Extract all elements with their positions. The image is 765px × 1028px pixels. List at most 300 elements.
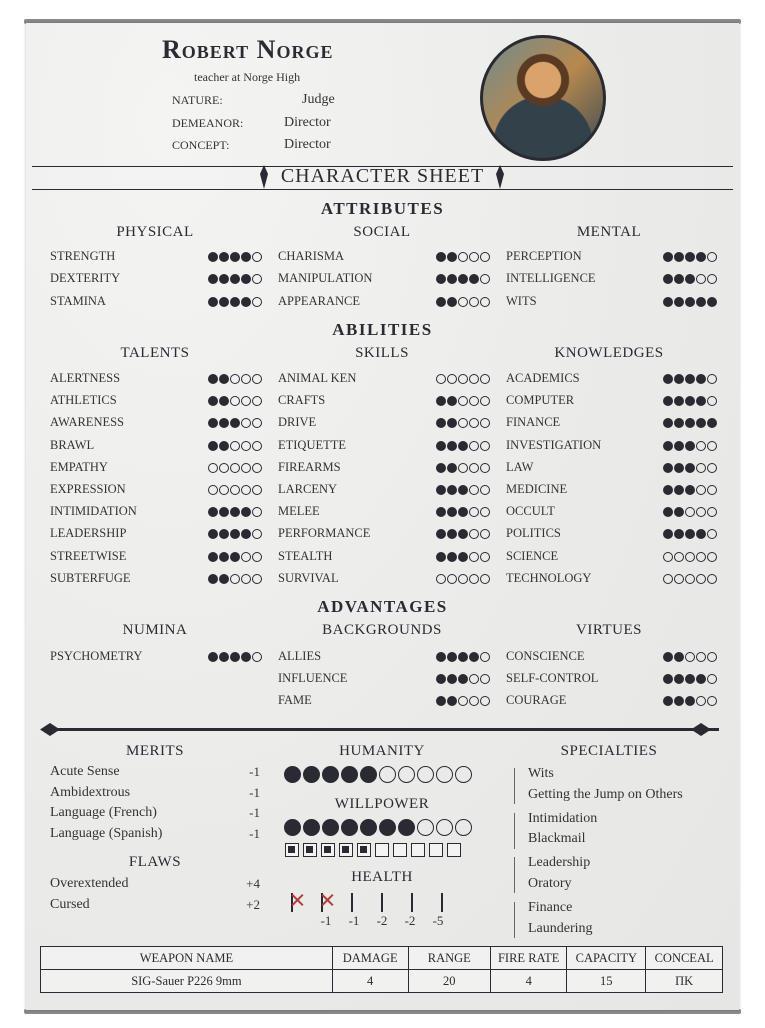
rating-dot — [663, 574, 673, 584]
flaws-title: FLAWS — [128, 854, 182, 870]
stat-label: PERFORMANCE — [278, 526, 371, 541]
rating-dot — [252, 252, 262, 262]
rating-dot — [230, 274, 240, 284]
rating-dot — [480, 696, 490, 706]
rating-dot — [447, 374, 457, 384]
rating-dot — [436, 463, 446, 473]
banner-bottom-line — [32, 189, 733, 190]
rating-dot — [685, 374, 695, 384]
humanity-dot — [436, 766, 453, 783]
stat-label: MEDICINE — [506, 482, 568, 496]
rating-dot — [458, 652, 468, 662]
specialty-item: Intimidation — [528, 810, 598, 826]
dot-rating[interactable] — [208, 252, 262, 262]
merits-item-label: Language (Spanish) — [50, 825, 163, 841]
rating-dot — [230, 252, 240, 262]
merits-item-label: Language (French) — [50, 805, 157, 820]
willpower-dot — [436, 819, 453, 836]
dot-rating[interactable] — [663, 485, 717, 495]
willpower-box[interactable] — [303, 843, 317, 857]
rating-dot — [663, 696, 673, 706]
rating-dot — [707, 374, 717, 384]
rating-dot — [696, 485, 706, 495]
abilities-title: ABILITIES — [332, 320, 433, 339]
humanity-dot — [417, 766, 434, 783]
rating-dot — [208, 529, 218, 539]
rating-dot — [230, 441, 240, 451]
rating-dot — [219, 374, 229, 384]
rating-dot — [241, 274, 251, 284]
merits-title: MERITS — [125, 743, 184, 759]
rating-dot — [469, 441, 479, 451]
advantages-column-title: VIRTUES — [576, 622, 642, 638]
rating-dot — [230, 463, 240, 473]
weapon-name-header: WEAPON NAME — [41, 947, 333, 970]
flaws-item-label: Cursed — [50, 896, 90, 912]
rating-dot — [469, 652, 479, 662]
willpower-box[interactable] — [321, 843, 335, 857]
rating-dot — [674, 374, 684, 384]
dot-rating[interactable] — [663, 396, 717, 406]
dot-rating[interactable] — [208, 441, 262, 451]
advantages-title: ADVANTAGES — [317, 597, 448, 616]
stat-label: ETIQUETTE — [278, 437, 347, 452]
rating-dot — [208, 441, 218, 451]
dot-rating[interactable] — [436, 652, 490, 662]
humanity-dot — [455, 766, 472, 783]
dot-rating[interactable] — [663, 652, 717, 662]
rating-dot — [674, 696, 684, 706]
rating-dot — [674, 252, 684, 262]
rating-dot — [252, 652, 262, 662]
range-header: RANGE — [408, 947, 490, 970]
rating-dot — [685, 485, 695, 495]
dot-rating[interactable] — [663, 696, 717, 706]
rating-dot — [707, 252, 717, 262]
stat-label: LAW — [506, 459, 534, 474]
dot-rating[interactable] — [663, 674, 717, 684]
dot-rating[interactable] — [208, 574, 262, 584]
rating-dot — [480, 463, 490, 473]
rating-dot — [458, 252, 468, 262]
damage-cell: 4 — [332, 970, 408, 993]
rating-dot — [663, 441, 673, 451]
rating-dot — [252, 374, 262, 384]
rating-dot — [447, 297, 457, 307]
rating-dot — [219, 529, 229, 539]
rating-dot — [436, 396, 446, 406]
rating-dot — [252, 529, 262, 539]
rating-dot — [685, 463, 695, 473]
rating-dot — [219, 463, 229, 473]
rating-dot — [480, 441, 490, 451]
rating-dot — [696, 463, 706, 473]
rating-dot — [436, 252, 446, 262]
rating-dot — [458, 674, 468, 684]
divider-end-left-icon — [40, 723, 60, 736]
rating-dot — [480, 297, 490, 307]
attributes-column-title: PHYSICAL — [116, 224, 194, 240]
rating-dot — [707, 396, 717, 406]
willpower-box[interactable] — [393, 843, 407, 857]
humanity-title: HUMANITY — [339, 743, 425, 759]
rating-dot — [219, 396, 229, 406]
dot-rating[interactable] — [436, 396, 490, 406]
rating-dot — [480, 507, 490, 517]
rating-dot — [208, 463, 218, 473]
rating-dot — [447, 485, 457, 495]
dot-rating[interactable] — [208, 274, 262, 284]
dot-rating[interactable] — [208, 652, 262, 662]
rating-dot — [707, 297, 717, 307]
dot-rating[interactable] — [436, 674, 490, 684]
stat-label: TECHNOLOGY — [506, 570, 592, 585]
stat-label: INTELLIGENCE — [506, 271, 596, 286]
rating-dot — [252, 297, 262, 307]
rating-dot — [208, 297, 218, 307]
stat-label: ALERTNESS — [50, 371, 121, 385]
rating-dot — [696, 297, 706, 307]
dot-rating[interactable] — [208, 463, 262, 473]
rating-dot — [458, 274, 468, 284]
dot-rating[interactable] — [436, 529, 490, 539]
merits-item-value: -1 — [249, 764, 260, 779]
dot-rating[interactable] — [208, 418, 262, 428]
rating-dot — [436, 574, 446, 584]
dot-rating[interactable] — [208, 507, 262, 517]
stat-label: ALLIES — [278, 649, 322, 663]
rating-dot — [208, 574, 218, 584]
willpower-box[interactable] — [447, 843, 461, 857]
rating-dot — [707, 274, 717, 284]
stat-label: FIREARMS — [278, 459, 341, 474]
health-penalty: -2 — [404, 913, 416, 928]
abilities-column-title: TALENTS — [120, 345, 190, 361]
rating-dot — [707, 529, 717, 539]
rating-dot — [480, 274, 490, 284]
rating-dot — [696, 552, 706, 562]
stat-label: COMPUTER — [506, 393, 575, 408]
willpower-box[interactable] — [339, 843, 353, 857]
dot-rating[interactable] — [208, 485, 262, 495]
stat-label: DEXTERITY — [50, 271, 121, 286]
rating-dot — [241, 463, 251, 473]
rating-dot — [469, 529, 479, 539]
rating-dot — [458, 441, 468, 451]
rating-dot — [252, 418, 262, 428]
rating-dot — [696, 252, 706, 262]
humanity-dot — [284, 766, 301, 783]
stat-label: AWARENESS — [50, 415, 125, 430]
rating-dot — [674, 652, 684, 662]
rating-dot — [208, 396, 218, 406]
rating-dot — [685, 507, 695, 517]
specialty-item: Blackmail — [528, 831, 586, 847]
rating-dot — [436, 696, 446, 706]
rating-dot — [469, 418, 479, 428]
humanity-track — [284, 766, 472, 783]
section-divider — [46, 728, 719, 731]
rating-dot — [663, 297, 673, 307]
dot-rating[interactable] — [208, 529, 262, 539]
rating-dot — [663, 252, 673, 262]
willpower-dot — [360, 819, 377, 836]
rating-dot — [230, 485, 240, 495]
dot-rating[interactable] — [436, 463, 490, 473]
dot-rating[interactable] — [663, 297, 717, 307]
stat-label: APPEARANCE — [278, 293, 360, 308]
dot-rating[interactable] — [436, 274, 490, 284]
dot-rating[interactable] — [436, 297, 490, 307]
rating-dot — [219, 574, 229, 584]
attributes-title: ATTRIBUTES — [320, 199, 445, 218]
specialty-item: Wits — [528, 766, 554, 781]
rating-dot — [696, 652, 706, 662]
rating-dot — [230, 418, 240, 428]
dot-rating[interactable] — [663, 441, 717, 451]
merits-item-value: -1 — [249, 825, 260, 841]
rating-dot — [685, 552, 695, 562]
specialty-bracket — [514, 813, 521, 849]
stat-label: OCCULT — [506, 504, 555, 519]
rating-dot — [241, 374, 251, 384]
willpower-box[interactable] — [429, 843, 443, 857]
health-box[interactable] — [291, 893, 293, 912]
rating-dot — [458, 418, 468, 428]
rating-dot — [436, 485, 446, 495]
dot-rating[interactable] — [663, 552, 717, 562]
dot-rating[interactable] — [436, 441, 490, 451]
rating-dot — [208, 274, 218, 284]
dot-rating[interactable] — [663, 574, 717, 584]
dot-rating[interactable] — [663, 418, 717, 428]
rating-dot — [208, 552, 218, 562]
rating-dot — [458, 529, 468, 539]
stat-label: BRAWL — [50, 437, 95, 452]
rating-dot — [241, 574, 251, 584]
rating-dot — [252, 507, 262, 517]
stat-label: SURVIVAL — [278, 570, 339, 585]
abilities-column-title: KNOWLEDGES — [554, 345, 664, 361]
rating-dot — [685, 396, 695, 406]
stat-label: CHARISMA — [278, 249, 344, 263]
rating-dot — [480, 674, 490, 684]
dot-rating[interactable] — [663, 463, 717, 473]
merits-item-value: -1 — [249, 805, 260, 820]
willpower-box[interactable] — [285, 843, 299, 857]
dot-rating[interactable] — [663, 507, 717, 517]
rating-dot — [208, 374, 218, 384]
rating-dot — [208, 485, 218, 495]
health-penalty: -1 — [348, 913, 360, 928]
rating-dot — [685, 529, 695, 539]
health-penalty: -2 — [376, 913, 388, 928]
willpower-dot — [455, 819, 472, 836]
dot-rating[interactable] — [436, 252, 490, 262]
rating-dot — [219, 552, 229, 562]
divider-end-right-icon — [691, 723, 711, 736]
rating-dot — [469, 297, 479, 307]
dot-rating[interactable] — [663, 374, 717, 384]
rating-dot — [674, 441, 684, 451]
health-box[interactable] — [321, 893, 323, 912]
dot-rating[interactable] — [663, 274, 717, 284]
character-sheet — [26, 23, 739, 1010]
dot-rating[interactable] — [436, 374, 490, 384]
dot-rating[interactable] — [208, 396, 262, 406]
dot-rating[interactable] — [208, 374, 262, 384]
weapon-name-cell: SIG-Sauer P226 9mm — [41, 970, 333, 993]
rating-dot — [447, 274, 457, 284]
capacity-header: CAPACITY — [567, 947, 646, 970]
rating-dot — [252, 552, 262, 562]
rating-dot — [685, 652, 695, 662]
dot-rating[interactable] — [436, 418, 490, 428]
stat-label: SUBTERFUGE — [50, 570, 131, 585]
character-name: Robert Norge — [162, 35, 334, 64]
rating-dot — [707, 441, 717, 451]
stat-label: STEALTH — [278, 548, 333, 563]
stat-label: INTIMIDATION — [50, 504, 137, 519]
rating-dot — [241, 652, 251, 662]
dot-rating[interactable] — [208, 552, 262, 562]
rating-dot — [436, 374, 446, 384]
rating-dot — [707, 507, 717, 517]
advantages-column-title: BACKGROUNDS — [322, 622, 442, 638]
rating-dot — [674, 507, 684, 517]
dot-rating[interactable] — [436, 507, 490, 517]
rating-dot — [436, 507, 446, 517]
rating-dot — [241, 507, 251, 517]
specialty-item: Finance — [528, 900, 573, 916]
dot-rating[interactable] — [436, 574, 490, 584]
rating-dot — [436, 441, 446, 451]
flaws-item-value: +2 — [246, 896, 260, 912]
rating-dot — [685, 674, 695, 684]
rating-dot — [252, 441, 262, 451]
demeanor-value: Director — [284, 115, 331, 130]
humanity-dot — [303, 766, 320, 783]
rating-dot — [241, 485, 251, 495]
rating-dot — [685, 297, 695, 307]
rating-dot — [447, 529, 457, 539]
range-cell: 20 — [408, 970, 490, 993]
rating-dot — [447, 463, 457, 473]
dot-rating[interactable] — [663, 252, 717, 262]
willpower-dot — [417, 819, 434, 836]
dot-rating[interactable] — [208, 297, 262, 307]
health-box[interactable] — [351, 893, 353, 912]
dot-rating[interactable] — [436, 696, 490, 706]
rating-dot — [480, 652, 490, 662]
specialty-bracket — [514, 857, 521, 893]
health-penalty: -1 — [320, 913, 332, 928]
stat-label: INVESTIGATION — [506, 437, 602, 452]
rating-dot — [436, 552, 446, 562]
specialties-title: SPECIALTIES — [560, 743, 658, 759]
rating-dot — [707, 418, 717, 428]
rating-dot — [447, 696, 457, 706]
attributes-column-title: SOCIAL — [353, 224, 411, 240]
dot-rating[interactable] — [663, 529, 717, 539]
rating-dot — [674, 396, 684, 406]
rating-dot — [447, 574, 457, 584]
rating-dot — [480, 418, 490, 428]
willpower-box[interactable] — [375, 843, 389, 857]
rating-dot — [674, 297, 684, 307]
rating-dot — [447, 507, 457, 517]
rating-dot — [230, 507, 240, 517]
stat-label: ACADEMICS — [506, 371, 580, 385]
rating-dot — [696, 374, 706, 384]
willpower-box[interactable] — [411, 843, 425, 857]
rating-dot — [663, 396, 673, 406]
rating-dot — [663, 674, 673, 684]
rating-dot — [458, 463, 468, 473]
dot-rating[interactable] — [436, 485, 490, 495]
rating-dot — [707, 574, 717, 584]
rating-dot — [458, 574, 468, 584]
willpower-permanent-track — [284, 819, 472, 836]
stat-label: POLITICS — [506, 526, 561, 541]
nature-value: Judge — [302, 92, 335, 107]
health-box[interactable] — [381, 893, 383, 912]
concept-label: CONCEPT: — [172, 138, 230, 152]
health-box[interactable] — [411, 893, 413, 912]
humanity-dot — [322, 766, 339, 783]
rating-dot — [469, 463, 479, 473]
concept-value: Director — [284, 137, 331, 152]
rating-dot — [252, 463, 262, 473]
humanity-dot — [398, 766, 415, 783]
rating-dot — [707, 652, 717, 662]
rating-dot — [469, 374, 479, 384]
specialty-item: Laundering — [528, 920, 593, 936]
attributes-column-title: MENTAL — [576, 224, 642, 240]
rating-dot — [707, 674, 717, 684]
dot-rating[interactable] — [436, 552, 490, 562]
table-row — [41, 970, 723, 993]
rating-dot — [447, 552, 457, 562]
rating-dot — [208, 418, 218, 428]
rating-dot — [447, 441, 457, 451]
rating-dot — [458, 507, 468, 517]
advantages-column-title: NUMINA — [122, 622, 188, 638]
rating-dot — [436, 418, 446, 428]
specialty-item: Getting the Jump on Others — [528, 786, 683, 802]
flaws-item-value: +4 — [246, 876, 260, 891]
health-box[interactable] — [441, 893, 443, 912]
specialty-bracket — [514, 902, 521, 938]
rating-dot — [696, 529, 706, 539]
rating-dot — [230, 552, 240, 562]
willpower-box[interactable] — [357, 843, 371, 857]
fire-rate-header: FIRE RATE — [491, 947, 567, 970]
rating-dot — [696, 574, 706, 584]
stat-label: STAMINA — [50, 293, 106, 308]
rating-dot — [480, 574, 490, 584]
rating-dot — [241, 552, 251, 562]
rating-dot — [241, 441, 251, 451]
rating-dot — [663, 552, 673, 562]
rating-dot — [663, 418, 673, 428]
stat-label: CRAFTS — [278, 393, 326, 408]
stat-label: LARCENY — [278, 482, 338, 496]
stat-label: ANIMAL KEN — [278, 371, 357, 385]
rating-dot — [707, 485, 717, 495]
weapons-table — [40, 946, 723, 993]
rating-dot — [447, 652, 457, 662]
